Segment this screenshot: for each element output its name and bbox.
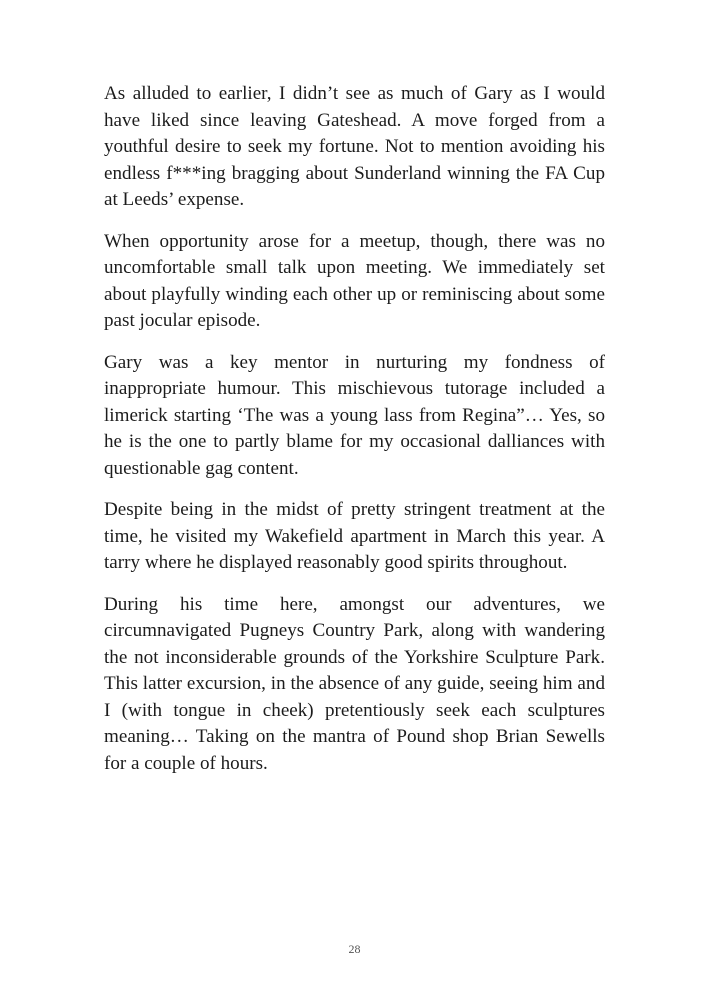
- paragraph-4: Despite being in the midst of pretty stringent treatment at the time, he visited my Wakefield apartment in March this year. A tarry where he displayed reasonably good spirits throughout.: [104, 499, 605, 573]
- page-number: 28: [348, 942, 361, 956]
- paragraph-2: When opportunity arose for a meetup, though, there was no uncomfortable small talk upon meeting. We immediately set about playfully winding each other up or reminiscing about some past jocular episode.: [104, 230, 605, 331]
- paragraph-3: Gary was a key mentor in nurturing my fondness of inappropriate humour. This mischievous tutorage included a limerick starting ‘The was a young lass from Regina”… Yes, so he is the one to partly blame for my occasional dalliances with questionable gag content.: [104, 351, 605, 479]
- paragraph-5: During his time here, amongst our adventures, we circumnavigated Pugneys Country Park, along with wandering the not inconsiderable grounds of the Yorkshire Sculpture Park. This latter excursion, in the absence of any guide, seeing him and I (with tongue in cheek) pretentiously seek each sculptures meaning… Taking on the mantra of Pound shop Brian Sewells for a couple of hours.: [104, 593, 605, 774]
- body-text: [104, 81, 605, 792]
- paragraph-1: As alluded to earlier, I didn’t see as much of Gary as I would have liked since leaving Gateshead. A move forged from a youthful desire to seek my fortune. Not to mention avoiding his endless f***ing bragging about Sunderland winning the FA Cup at Leeds’ expense.: [104, 83, 605, 210]
